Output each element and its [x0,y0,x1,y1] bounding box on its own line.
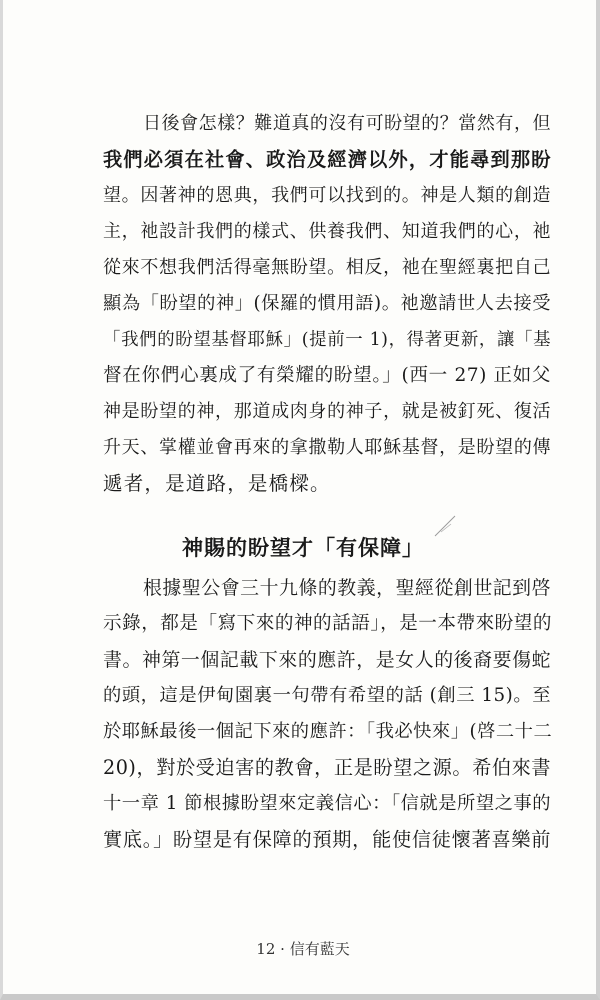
paragraph-line: 實底。」盼望是有保障的預期，能使信徒懷著喜樂前 [103,828,551,851]
paragraph-line: 從來不想我們活得毫無盼望。相反，祂在聖經裏把自己 [103,257,551,278]
paragraph-line: 示錄，都是「寫下來的神的話語」，是一本帶來盼望的 [103,613,552,634]
paragraph-line: 於耶穌最後一個記下來的應許：「我必快來」(啓二十二 [103,721,553,742]
paragraph-line: 督在你們心裏成了有榮耀的盼望。」(西一 27) 正如父 [103,365,551,386]
paragraph-line: 升天、掌權並會再來的拿撒勒人耶穌基督，是盼望的傳 [103,437,551,458]
paragraph-line: 的頭，這是伊甸園裏一句帶有希望的話 (創三 15)。至 [103,685,551,706]
paragraph-line: 書。神第一個記載下來的應許，是女人的後裔要傷蛇 [103,649,551,671]
section-heading: 神賜的盼望才「有保障」 [182,536,424,560]
paragraph-line-emphasis: 我們必須在社會、政治及經濟以外，才能尋到那盼 [103,148,551,171]
paragraph-line: 十一章 1 節根據盼望來定義信心：「信就是所望之事的 [103,793,551,814]
paragraph-line: 20)，對於受迫害的教會，正是盼望之源。希伯來書 [103,756,551,779]
paragraph-line: 遞者，是道路，是橋樑。 [103,472,331,495]
paragraph-line: 顯為「盼望的神」(保羅的慣用語)。祂邀請世人去接受 [103,293,551,314]
paragraph-line: 「我們的盼望基督耶穌」(提前一 1)，得著更新，讓「基 [103,330,551,350]
pen-mark [431,510,461,540]
paragraph-line: 日後會怎樣？難道真的沒有可盼望的？當然有，但 [143,113,551,134]
page-footer: 12 · 信有藍天 [256,940,350,958]
paragraph-line: 神是盼望的神，那道成肉身的神子，就是被釘死、復活 [103,401,551,422]
paragraph-line: 望。因著神的恩典，我們可以找到的。神是人類的創造 [103,185,551,206]
paragraph-line: 主，祂設計我們的樣式、供養我們、知道我們的心，祂 [103,221,551,242]
paragraph-line: 根據聖公會三十九條的教義，聖經從創世記到啓 [143,577,551,599]
paragraph-1 [103,106,551,502]
paragraph-2 [103,570,551,858]
